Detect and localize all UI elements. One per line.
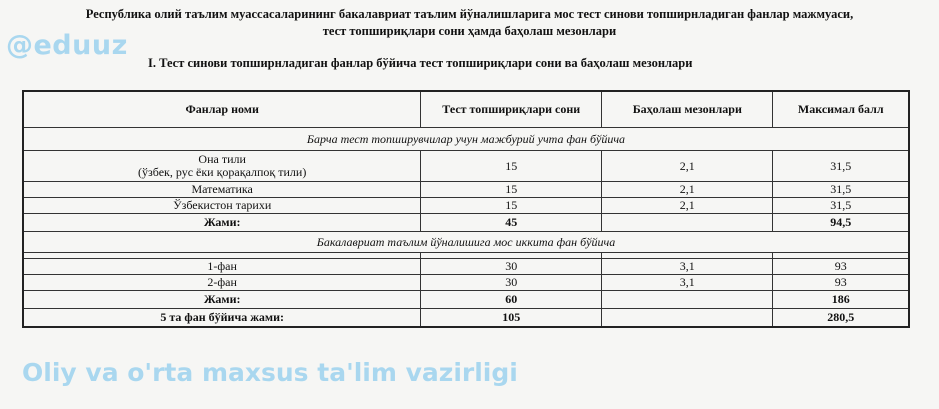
subject-name: 1-фан — [23, 259, 421, 275]
section-label-major: Бакалавриат таълим йўналишига мос иккита фан бўйича — [23, 232, 909, 253]
criteria: 3,1 — [602, 275, 773, 291]
subject-name: Математика — [23, 182, 421, 198]
total-label: Жами: — [23, 214, 421, 232]
grand-total-criteria — [602, 309, 773, 328]
max-score: 93 — [773, 259, 909, 275]
test-count: 15 — [421, 182, 602, 198]
test-count: 30 — [421, 275, 602, 291]
grand-total-label: 5 та фан бўйича жами: — [23, 309, 421, 328]
document-title-line-2: тест топшириқлари сони ҳамда баҳолаш мезонлари — [322, 24, 617, 38]
total-criteria — [602, 214, 773, 232]
subject-name: 2-фан — [23, 275, 421, 291]
total-max: 186 — [773, 291, 909, 309]
criteria: 3,1 — [602, 259, 773, 275]
total-row-major — [23, 291, 909, 309]
header-test-count: Тест топшириқлари сони — [421, 91, 602, 128]
test-count: 30 — [421, 259, 602, 275]
watermark-top: @eduuz — [6, 30, 128, 61]
section-label-mandatory: Барча тест топширувчилар учун мажбурий учта фан бўйича — [23, 128, 909, 151]
criteria: 2,1 — [602, 198, 773, 214]
section-title: I. Тест синови топширнладиган фанлар бўйича тест топшириқлари сони ва баҳолаш мезонлари — [148, 56, 693, 70]
document-title-line-1: Республика олий таълим муассасаларининг бакалавриат таълим йўналишларига мос тест синови топширнладиган фанлар мажмуаси, — [85, 7, 854, 21]
total-row-mandatory — [23, 214, 909, 232]
table-row — [23, 198, 909, 214]
max-score: 31,5 — [773, 151, 909, 182]
total-criteria — [602, 291, 773, 309]
subject-name: Ўзбекистон тарихи — [23, 198, 421, 214]
max-score: 31,5 — [773, 182, 909, 198]
criteria: 2,1 — [602, 182, 773, 198]
table-header-row — [23, 91, 909, 128]
max-score: 93 — [773, 275, 909, 291]
criteria: 2,1 — [602, 151, 773, 182]
header-max-score: Максимал балл — [773, 91, 909, 128]
grand-total-max: 280,5 — [773, 309, 909, 328]
header-criteria: Баҳолаш мезонлари — [602, 91, 773, 128]
section-row-major — [23, 232, 909, 253]
header-subject-name: Фанлар номи — [23, 91, 421, 128]
test-count: 15 — [421, 151, 602, 182]
test-count: 15 — [421, 198, 602, 214]
total-count: 60 — [421, 291, 602, 309]
table-row — [23, 151, 909, 182]
grand-total-count: 105 — [421, 309, 602, 328]
table-row — [23, 259, 909, 275]
total-label: Жами: — [23, 291, 421, 309]
grand-total-row — [23, 309, 909, 328]
subjects-table — [22, 90, 910, 328]
section-row-mandatory — [23, 128, 909, 151]
max-score: 31,5 — [773, 198, 909, 214]
table-row — [23, 275, 909, 291]
subject-name: Она тили (ўзбек, рус ёки қорақалпоқ тили) — [23, 151, 421, 182]
total-count: 45 — [421, 214, 602, 232]
table-row — [23, 182, 909, 198]
watermark-bottom: Oliy va o'rta maxsus ta'lim vazirligi — [22, 358, 518, 387]
total-max: 94,5 — [773, 214, 909, 232]
